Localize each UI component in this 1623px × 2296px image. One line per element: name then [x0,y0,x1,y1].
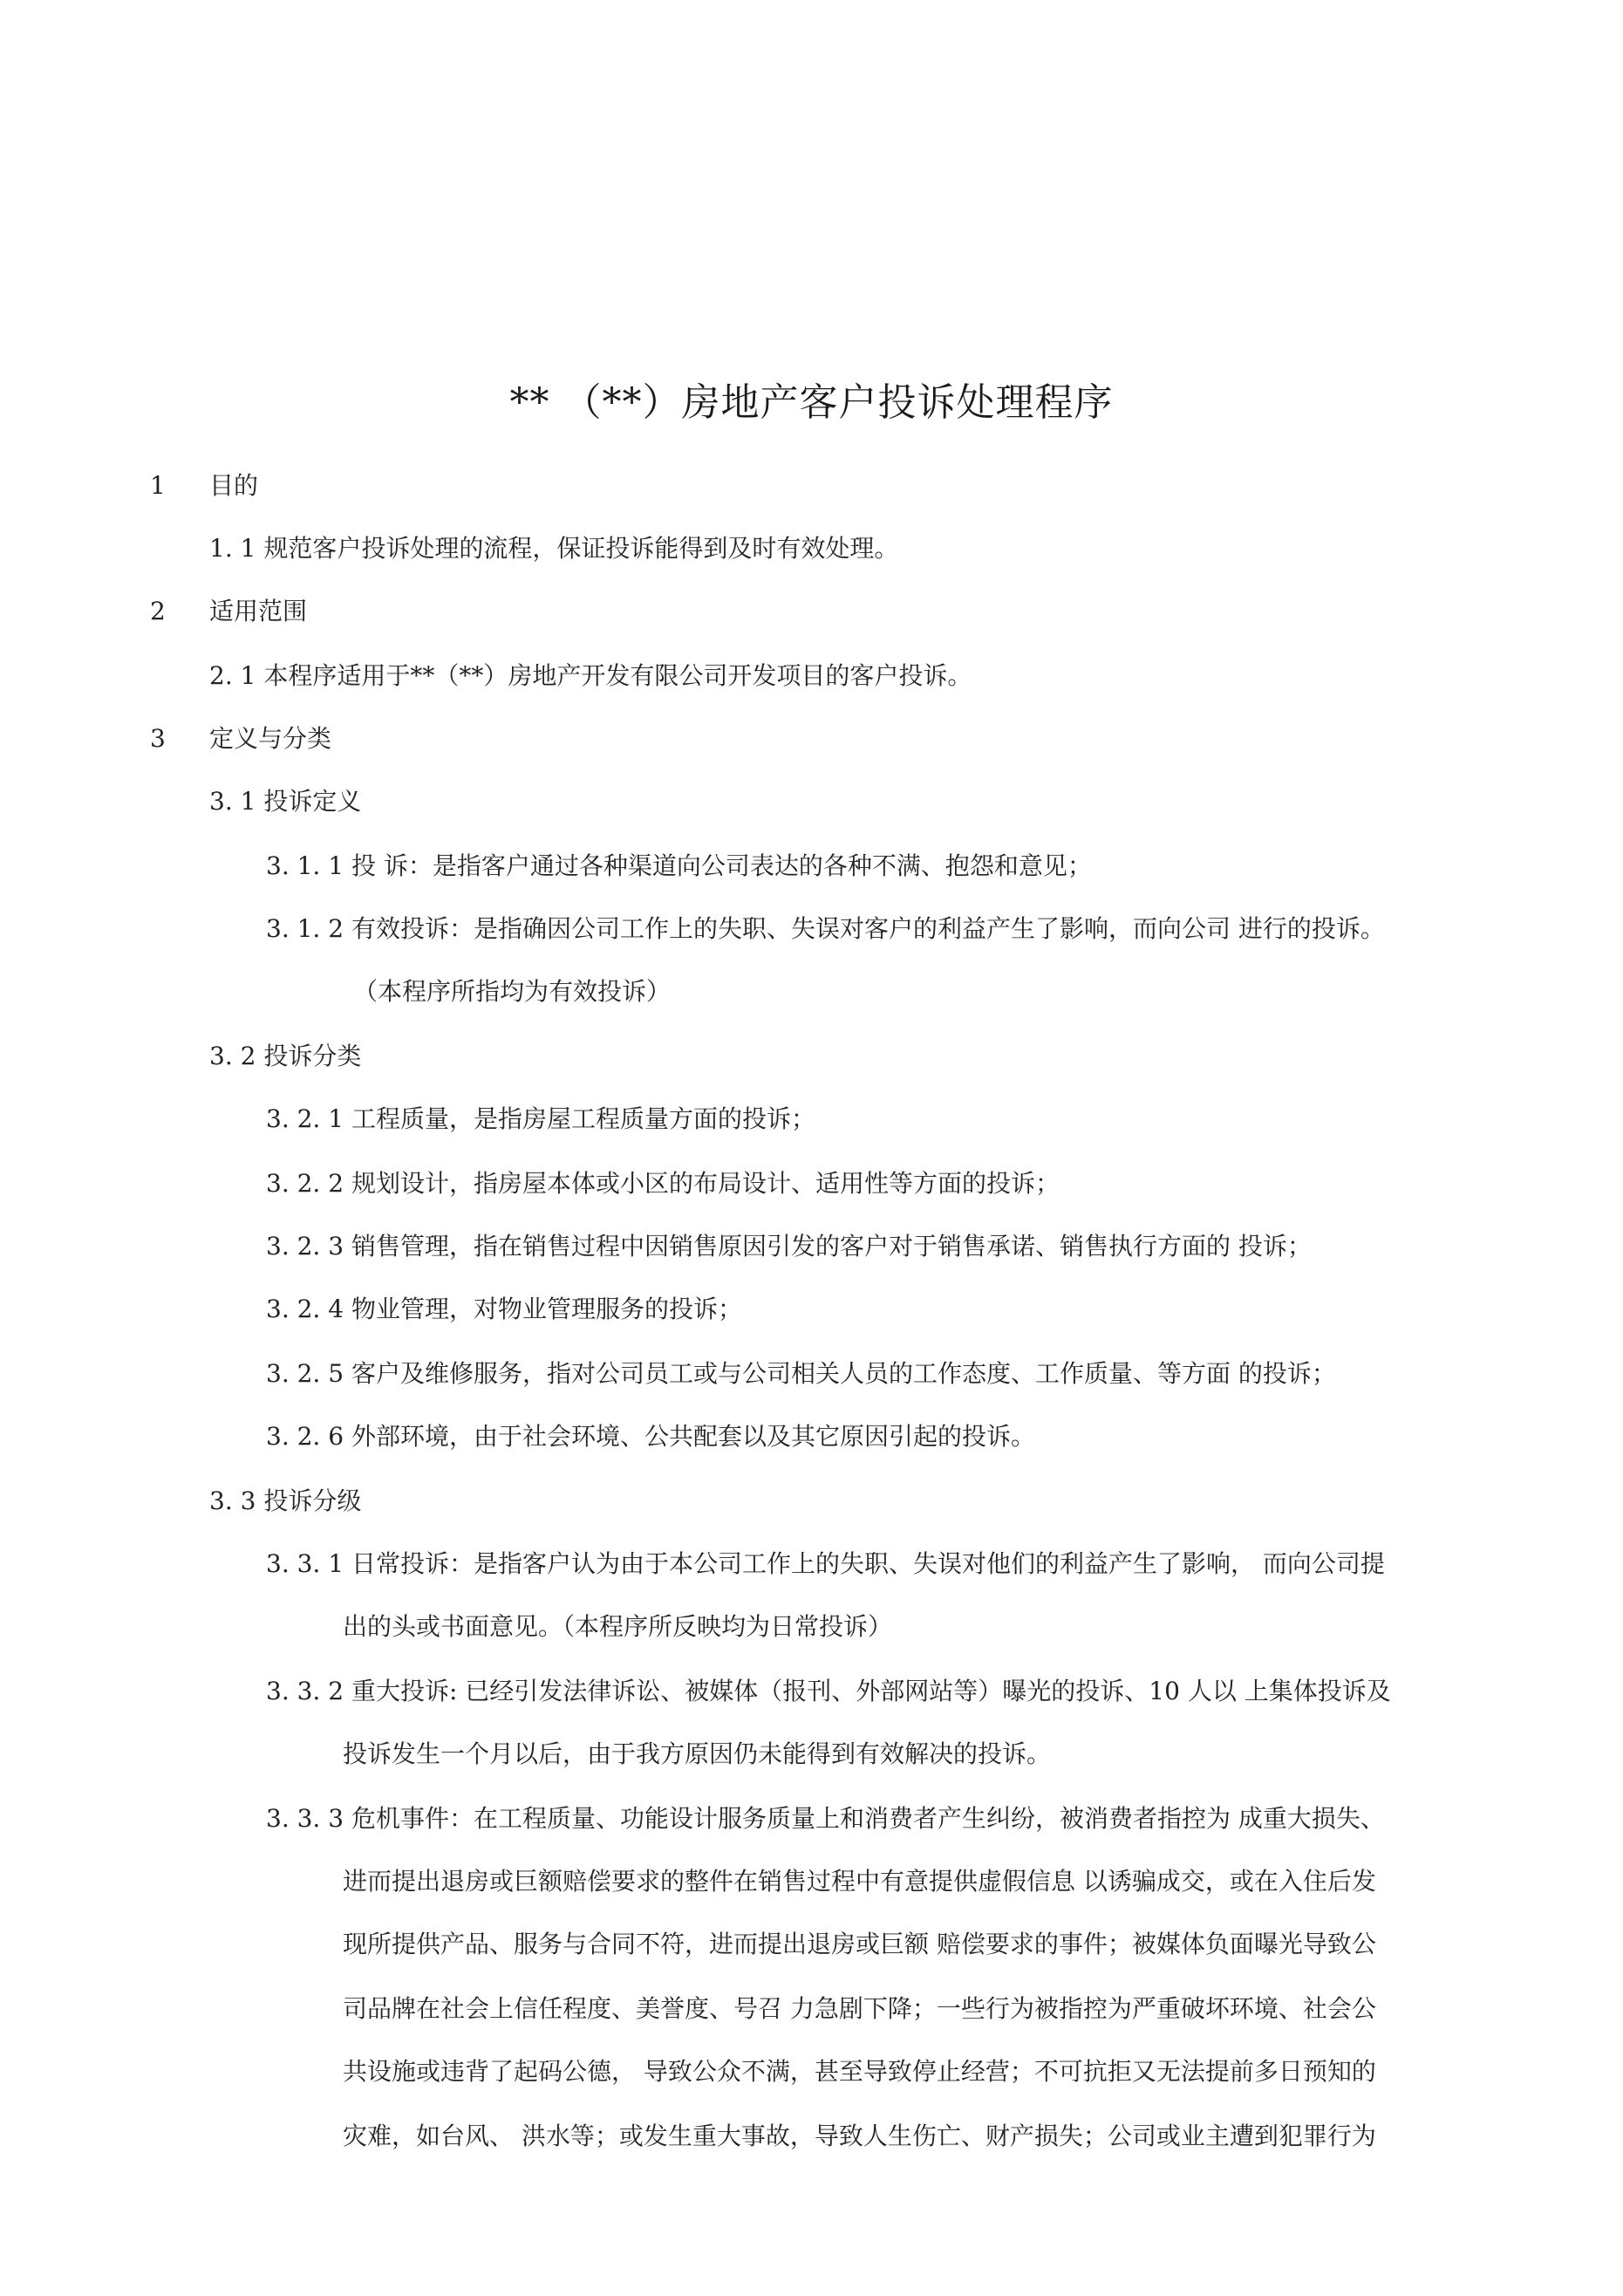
clause-3-3: 3. 3 投诉分级 [209,1486,362,1515]
clause-3-2: 3. 2 投诉分类 [209,1042,362,1070]
document-title: ** （**）房地产客户投诉处理程序 [509,380,1114,425]
clause-3-2-4: 3. 2. 4 物业管理，对物业管理服务的投诉； [266,1295,742,1323]
clause-3-3-2-line: 3. 3. 2 重大投诉: 已经引发法律诉讼、被媒体（报刊、外部网站等）曝光的投诉、10 人以 上集体投诉及 [266,1677,1391,1705]
section-heading: 目的 [209,471,259,500]
clause-3-3-1-line: 3. 3. 1 日常投诉：是指客户认为由于本公司工作上的失职、失误对他们的利益产生了影响， 而向公司提 [266,1549,1385,1578]
clause-3-3-3-line: 3. 3. 3 危机事件：在工程质量、功能设计服务质量上和消费者产生纠纷，被消费者指控为 成重大损失、 [266,1804,1385,1833]
section-number: 2 [150,597,166,625]
clause-3-2-2: 3. 2. 2 规划设计，指房屋本体或小区的布局设计、适用性等方面的投诉； [266,1169,1060,1198]
clause-3-2-5: 3. 2. 5 客户及维修服务，指对公司员工或与公司相关人员的工作态度、工作质量、等方面 的投诉； [266,1359,1336,1388]
clause-3-3-2-line: 投诉发生一个月以后，由于我方原因仍未能得到有效解决的投诉。 [343,1739,1052,1768]
clause-3-1-2-note: （本程序所指均为有效投诉） [353,977,672,1006]
clause-3-3-3-line: 现所提供产品、服务与合同不符，进而提出退房或巨额 赔偿要求的事件；被媒体负面曝光导致公 [343,1930,1376,1958]
clause-3-2-3: 3. 2. 3 销售管理，指在销售过程中因销售原因引发的客户对于销售承诺、销售执行方面的 投诉； [266,1232,1312,1261]
clause-3-2-6: 3. 2. 6 外部环境，由于社会环境、公共配套以及其它原因引起的投诉。 [266,1422,1035,1451]
clause-3-2-1: 3. 2. 1 工程质量，是指房屋工程质量方面的投诉； [266,1104,815,1133]
clause-3-3-3-line: 进而提出退房或巨额赔偿要求的整件在销售过程中有意提供虚假信息 以诱骗成交，或在入住后发 [343,1867,1376,1896]
clause-2-1: 2. 1 本程序适用于**（**）房地产开发有限公司开发项目的客户投诉。 [209,661,972,690]
clause-3-1-1: 3. 1. 1 投 诉：是指客户通过各种渠道向公司表达的各种不满、抱怨和意见； [266,851,1092,880]
section-number: 3 [150,724,166,753]
clause-3-3-1-line: 出的头或书面意见。（本程序所反映均为日常投诉） [343,1612,893,1641]
clause-3-3-3-line: 灾难，如台风、 洪水等；或发生重大事故，导致人生伤亡、财产损失；公司或业主遭到犯罪行为 [343,2122,1376,2150]
clause-3-1-2: 3. 1. 2 有效投诉：是指确因公司工作上的失职、失误对客户的利益产生了影响，而向公司 进行的投诉。 [266,914,1385,943]
clause-3-1: 3. 1 投诉定义 [209,787,362,816]
clause-3-3-3-line: 司品牌在社会上信任程度、美誉度、号召 力急剧下降；一些行为被指控为严重破坏环境、社会公 [343,1994,1376,2023]
section-heading: 适用范围 [209,597,308,625]
clause-1-1: 1. 1 规范客户投诉处理的流程，保证投诉能得到及时有效处理。 [209,534,899,563]
section-number: 1 [150,471,166,500]
section-heading: 定义与分类 [209,724,332,753]
clause-3-3-3-line: 共设施或违背了起码公德， 导致公众不满，甚至导致停止经营；不可抗拒又无法提前多日预知的 [343,2057,1376,2086]
